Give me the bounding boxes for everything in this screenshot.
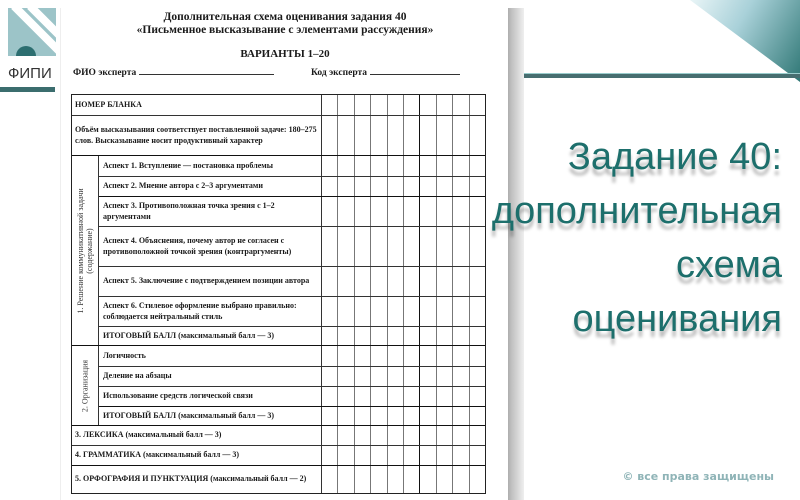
table-row [99, 226, 485, 266]
expert-name-label: ФИО эксперта [73, 68, 137, 78]
row-label: Логичность [103, 350, 146, 360]
row-label: Деление на абзацы [103, 371, 172, 381]
row-label: Использование средств логической связи [103, 391, 253, 401]
group-label: 2. Организация [80, 359, 90, 412]
table-row [99, 156, 485, 176]
top-rule-right [508, 73, 800, 78]
top-rule-left [0, 87, 55, 92]
group-organization [72, 345, 485, 425]
slide-title [492, 130, 782, 346]
table-row [99, 296, 485, 326]
row-label: 4. ГРАММАТИКА (максимальный балл — 3) [75, 450, 240, 460]
grading-table [71, 94, 486, 494]
table-row [99, 346, 485, 366]
expert-code-label: Код эксперта [311, 68, 368, 78]
row-label: Аспект 2. Мнение автора с 2–3 аргументами [103, 181, 263, 191]
row-label: ИТОГОВЫЙ БАЛЛ (максимальный балл — 3) [103, 410, 275, 420]
row-label: Аспект 5. Заключение с подтверждением позиции автора [103, 276, 310, 286]
row-label: Аспект 1. Вступление — постановка проблемы [103, 160, 273, 170]
table-row [99, 176, 485, 196]
table-row [72, 465, 485, 493]
row-label: НОМЕР БЛАНКА [75, 99, 142, 109]
title-line: Задание 40: [567, 136, 782, 178]
table-row [72, 95, 485, 115]
row-label: Объём высказывания соответствует поставленной задаче: 180–275 слов. Высказывание носит продуктивный характер [75, 125, 317, 145]
row-label: 3. ЛЕКСИКА (максимальный балл — 3) [75, 430, 222, 440]
table-row [99, 266, 485, 296]
grading-sheet-document [60, 8, 508, 500]
expert-name-field [73, 66, 274, 78]
corner-decoration [690, 0, 800, 82]
fipi-logo [0, 0, 60, 85]
copyright-notice: © все права защищены [622, 470, 774, 483]
title-line: схема [676, 244, 782, 286]
row-label: Аспект 6. Стилевое оформление выбрано правильно: соблюдается нейтральный стиль [103, 301, 297, 321]
table-row [72, 425, 485, 445]
table-row [72, 115, 485, 155]
row-label: 5. ОРФОГРАФИЯ И ПУНКТУАЦИЯ (максимальный балл — 2) [75, 474, 307, 484]
document-subtitle: «Письменное высказывание с элементами рассуждения» [136, 24, 434, 36]
table-row [99, 406, 485, 425]
group-label: 1. Решение коммуникативной задачи (содержание) [76, 187, 94, 314]
logo-text: ФИПИ [8, 65, 52, 82]
document-title: Дополнительная схема оценивания задания 40 [163, 11, 407, 23]
row-label: ИТОГОВЫЙ БАЛЛ (максимальный балл — 3) [103, 330, 275, 340]
table-row [99, 196, 485, 226]
row-label: Аспект 3. Противоположная точка зрения с 1–2 аргументами [103, 201, 275, 221]
table-row [72, 445, 485, 465]
table-row [99, 326, 485, 345]
expert-code-field [311, 66, 460, 78]
group-content [72, 155, 485, 345]
title-line: оценивания [572, 298, 782, 340]
table-row [99, 386, 485, 406]
row-label: Аспект 4. Объяснения, почему автор не согласен с противоположной точкой зрения (контраргументы) [103, 236, 292, 256]
variants-label: ВАРИАНТЫ 1–20 [240, 48, 330, 60]
table-row [99, 366, 485, 386]
title-line: дополнительная [491, 190, 782, 232]
fipi-logo-icon [8, 8, 56, 56]
